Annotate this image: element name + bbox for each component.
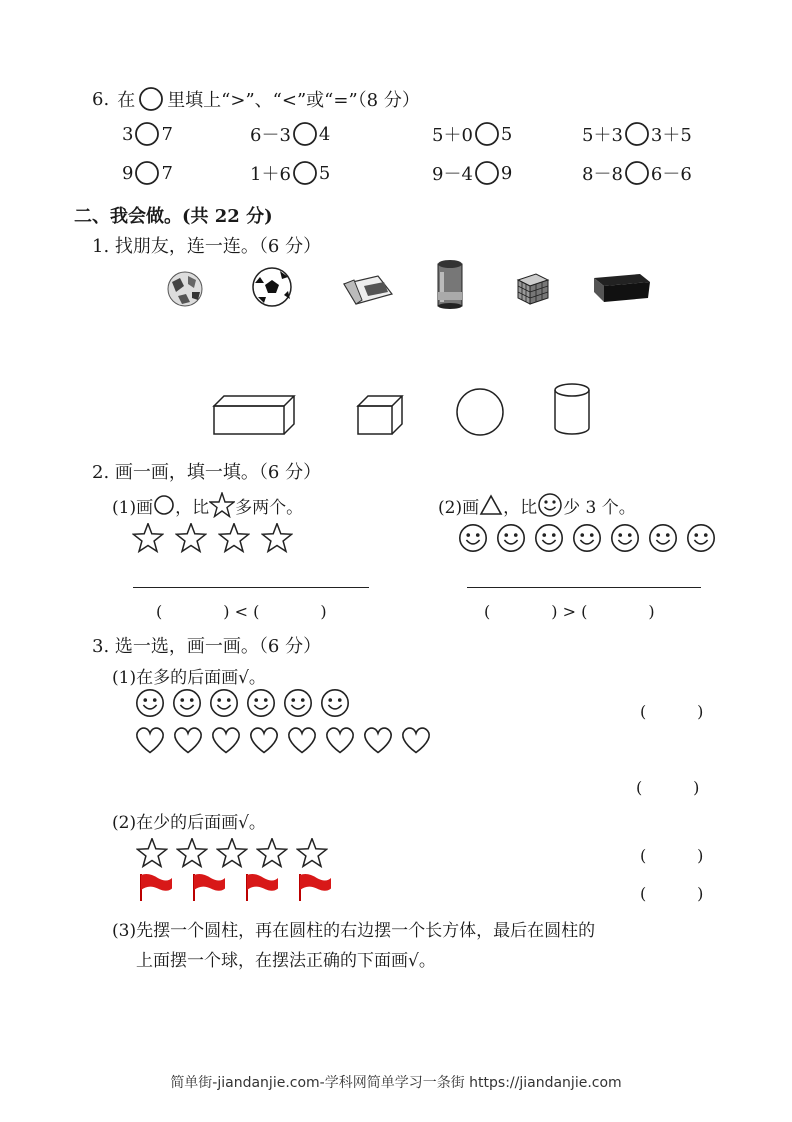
red-flag-icon xyxy=(244,872,280,902)
compare-right: 4 xyxy=(318,123,331,145)
circle-icon[interactable] xyxy=(474,121,500,147)
cuboid-icon xyxy=(212,394,296,436)
compare-item xyxy=(250,121,330,147)
star-icon xyxy=(209,492,235,518)
q3-part1-blank-2[interactable]: ( ) xyxy=(636,778,700,797)
answer-line-2[interactable] xyxy=(467,587,701,588)
heart-icon xyxy=(248,725,280,757)
circle-icon[interactable] xyxy=(134,121,160,147)
smiley-icon xyxy=(172,688,202,718)
eraser-icon xyxy=(340,272,394,308)
compare-left: 9－4 xyxy=(432,164,473,185)
star-icon xyxy=(218,523,250,555)
q2-part2-label-a: (2)画 xyxy=(438,497,480,518)
triangle-icon xyxy=(479,494,503,516)
compare-left: 5＋3 xyxy=(582,125,623,146)
q3-part2-blank-1[interactable]: ( ) xyxy=(640,846,704,865)
smiley-icon xyxy=(648,523,678,553)
star-icon xyxy=(216,838,248,870)
compare-left: 9 xyxy=(122,162,134,184)
star-icon xyxy=(256,838,288,870)
footer-text: 简单街-jiandanjie.com-学科网简单学习一条街 https://jiandanjie.com xyxy=(170,1075,622,1091)
smiley-icon xyxy=(209,688,239,718)
smiley-icon xyxy=(610,523,640,553)
q2-part2-label-c: 少 3 个。 xyxy=(563,497,636,518)
smiley-icon xyxy=(246,688,276,718)
star-icon xyxy=(132,523,164,555)
smiley-icon xyxy=(534,523,564,553)
q2-part1-compare[interactable]: ( ) < ( ) xyxy=(156,602,327,621)
q6-text-a: 在 xyxy=(117,90,136,111)
compare-left: 5＋0 xyxy=(432,125,473,146)
compare-left: 6－3 xyxy=(250,125,291,146)
smiley-icon xyxy=(283,688,313,718)
q2-part2-compare[interactable]: ( ) > ( ) xyxy=(484,602,655,621)
smiley-icon xyxy=(135,688,165,718)
answer-line-1[interactable] xyxy=(133,587,369,588)
compare-item xyxy=(582,121,692,147)
heart-icon xyxy=(134,725,166,757)
soccer-ball-icon xyxy=(250,265,294,309)
can-icon xyxy=(434,258,466,310)
rubik-cube-icon xyxy=(512,268,552,308)
compare-right: 6－6 xyxy=(650,164,692,185)
q2-part2-label-b: ，比 xyxy=(503,497,538,518)
q3-part1-blank-1[interactable]: ( ) xyxy=(640,702,704,721)
q6-number: 6. xyxy=(92,88,110,110)
compare-right: 7 xyxy=(161,162,173,184)
red-flag-icon xyxy=(297,872,333,902)
compare-item xyxy=(582,160,692,186)
heart-icon xyxy=(400,725,432,757)
circle-icon xyxy=(153,494,175,516)
q6-title xyxy=(92,86,420,112)
compare-left: 1＋6 xyxy=(250,164,291,185)
q2-part1-label-c: 多两个。 xyxy=(235,497,304,518)
compare-right: 7 xyxy=(161,123,173,145)
box-icon xyxy=(590,270,652,306)
heart-icon xyxy=(172,725,204,757)
heart-icon xyxy=(286,725,318,757)
heart-icon xyxy=(210,725,242,757)
smiley-icon xyxy=(686,523,716,553)
smiley-icon xyxy=(537,492,563,518)
compare-right: 5 xyxy=(500,123,513,145)
toy-ball-icon xyxy=(164,268,206,310)
red-flag-icon xyxy=(191,872,227,902)
q3-title: 3. 选一选，画一画。（6 分） xyxy=(92,636,322,657)
q1-title: 1. 找朋友，连一连。（6 分） xyxy=(92,236,322,257)
smiley-icon xyxy=(572,523,602,553)
star-icon xyxy=(261,523,293,555)
compare-left: 8－8 xyxy=(582,164,623,185)
circle-icon[interactable] xyxy=(624,121,650,147)
smiley-icon xyxy=(320,688,350,718)
smiley-icon xyxy=(496,523,526,553)
star-icon xyxy=(175,523,207,555)
q6-text-b: 里填上“>”、“<”或“=”（8 分） xyxy=(167,90,420,111)
red-flag-icon xyxy=(138,872,174,902)
q3-part2-blank-2[interactable]: ( ) xyxy=(640,884,704,903)
star-icon xyxy=(176,838,208,870)
q2-part1-label-a: (1)画 xyxy=(112,497,154,518)
compare-item xyxy=(432,160,512,186)
q2-title: 2. 画一画，填一填。（6 分） xyxy=(92,462,322,483)
cylinder-icon xyxy=(552,382,592,436)
star-icon xyxy=(136,838,168,870)
section-2-title: 二、我会做。(共 22 分) xyxy=(74,206,273,227)
smiley-icon xyxy=(458,523,488,553)
compare-item xyxy=(122,160,173,186)
compare-left: 3 xyxy=(122,123,134,145)
q3-part2-label: (2)在少的后面画√。 xyxy=(112,813,266,833)
compare-right: 9 xyxy=(500,162,513,184)
compare-item xyxy=(122,121,173,147)
circle-icon xyxy=(138,86,164,112)
q2-part2-label xyxy=(438,492,636,518)
circle-icon[interactable] xyxy=(134,160,160,186)
circle-icon[interactable] xyxy=(292,121,318,147)
compare-item xyxy=(432,121,512,147)
circle-icon[interactable] xyxy=(624,160,650,186)
q3-part3-line-1: (3)先摆一个圆柱，再在圆柱的右边摆一个长方体，最后在圆柱的 xyxy=(112,921,596,941)
q3-part3-line-2: 上面摆一个球，在摆法正确的下面画√。 xyxy=(136,951,436,971)
compare-right: 3＋5 xyxy=(650,125,692,146)
cube-icon xyxy=(356,394,404,436)
circle-icon[interactable] xyxy=(292,160,318,186)
star-icon xyxy=(296,838,328,870)
sphere-icon xyxy=(455,387,505,437)
compare-item xyxy=(250,160,330,186)
heart-icon xyxy=(362,725,394,757)
heart-icon xyxy=(324,725,356,757)
q3-part1-label: (1)在多的后面画√。 xyxy=(112,668,266,688)
q2-part1-label-b: ，比 xyxy=(175,497,210,518)
q2-part1-label xyxy=(112,492,303,518)
circle-icon[interactable] xyxy=(474,160,500,186)
compare-right: 5 xyxy=(318,162,331,184)
